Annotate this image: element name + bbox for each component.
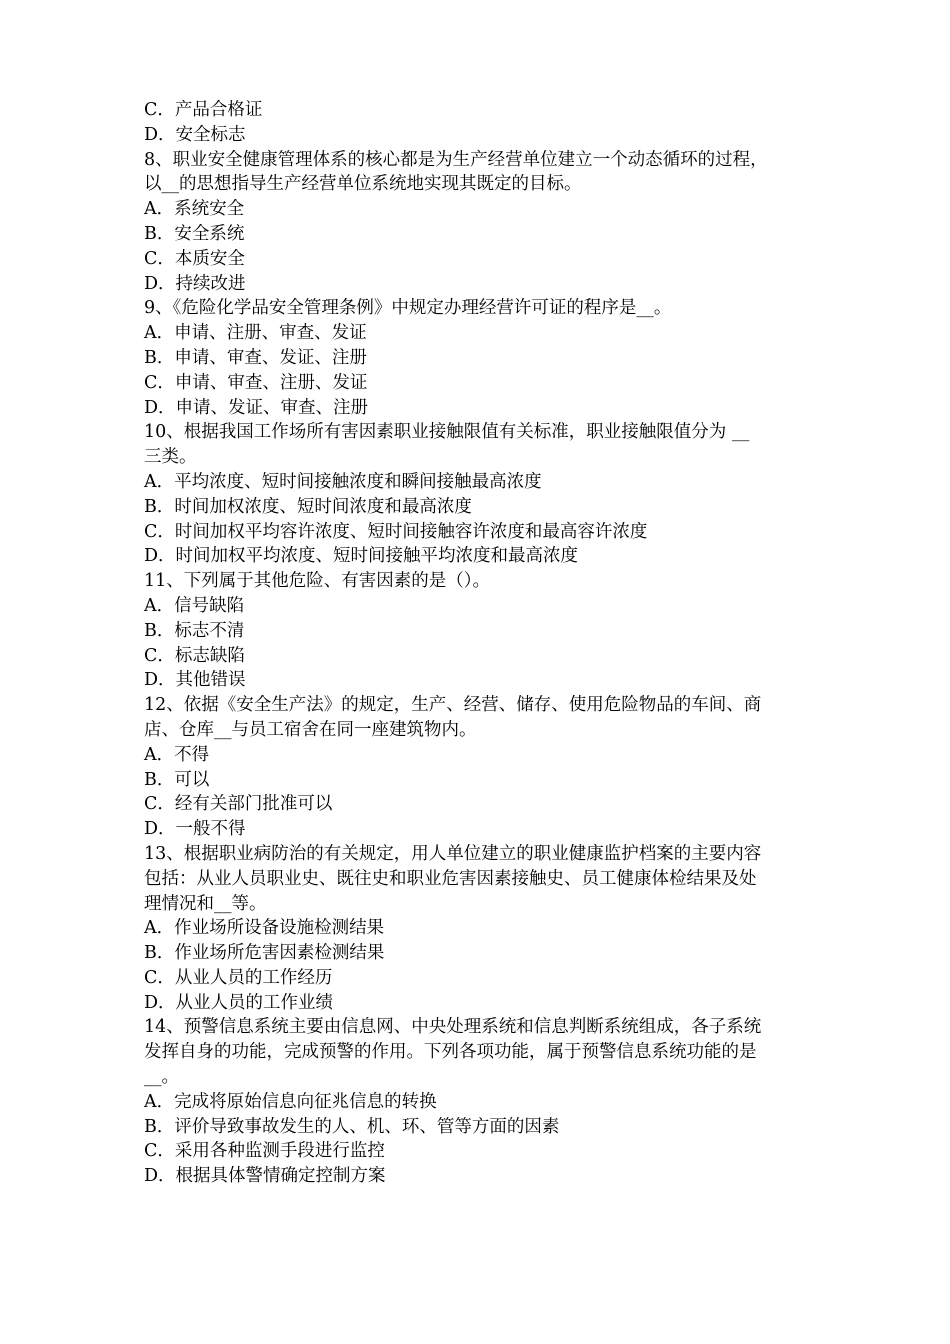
option-d: D．根据具体警情确定控制方案: [144, 1166, 386, 1187]
option-c: C．申请、审查、注册、发证: [144, 372, 368, 393]
question-text-line: 包括：从业人员职业史、既往史和职业危害因素接触史、员工健康体检结果及处: [144, 868, 757, 889]
option-a: A．系统安全: [144, 199, 245, 220]
option-a: A．完成将原始信息向征兆信息的转换: [144, 1091, 437, 1112]
option-c: C．产品合格证: [144, 100, 263, 120]
option-a: A．信号缺陷: [144, 595, 245, 616]
question-10: [144, 420, 816, 569]
question-text-line: 11、下列属于其他危险、有害因素的是（）。: [144, 571, 491, 592]
question-text-line: 理情况和__等。: [144, 893, 267, 914]
question-text-line: __。: [144, 1067, 179, 1088]
option-d: D．安全标志: [144, 124, 246, 145]
option-c: C．经有关部门批准可以: [144, 794, 333, 815]
option-c: C．本质安全: [144, 248, 245, 269]
option-a: A．作业场所设备设施检测结果: [144, 918, 385, 939]
question-text-line: 12、依据《安全生产法》的规定，生产、经营、储存、使用危险物品的车间、商: [144, 695, 762, 716]
question-text-line: 10、根据我国工作场所有害因素职业接触限值有关标准，职业接触限值分为 __: [144, 422, 750, 443]
option-c: C．从业人员的工作经历: [144, 967, 333, 988]
option-d: D．从业人员的工作业绩: [144, 992, 334, 1013]
option-b: B．可以: [144, 769, 210, 790]
question-text-line: 三类。: [144, 447, 197, 468]
option-d: D．持续改进: [144, 273, 246, 294]
option-b: B．安全系统: [144, 223, 245, 244]
option-d: D．时间加权平均浓度、短时间接触平均浓度和最高浓度: [144, 546, 579, 567]
question-12: [144, 693, 816, 842]
option-b: B．时间加权浓度、短时间浓度和最高浓度: [144, 496, 472, 517]
option-b: B．评价导致事故发生的人、机、环、管等方面的因素: [144, 1116, 560, 1137]
option-b: B．申请、审查、发证、注册: [144, 347, 367, 368]
previous-question-options: [144, 98, 816, 148]
question-11: [144, 569, 816, 693]
question-text-line: 9、《危险化学品安全管理条例》中规定办理经营许可证的程序是__。: [144, 298, 672, 319]
question-14: [144, 1015, 816, 1189]
question-9: [144, 296, 816, 420]
question-text-line: 以__的思想指导生产经营单位系统地实现其既定的目标。: [144, 174, 582, 195]
option-c: C．标志缺陷: [144, 645, 245, 666]
document-page: [144, 98, 816, 1189]
question-text-line: 8、职业安全健康管理体系的核心都是为生产经营单位建立一个动态循环的过程，: [144, 149, 768, 170]
option-d: D．其他错误: [144, 670, 246, 691]
question-text-line: 13、根据职业病防治的有关规定，用人单位建立的职业健康监护档案的主要内容: [144, 843, 762, 864]
option-d: D．申请、发证、审查、注册: [144, 397, 369, 418]
option-c: C．采用各种监测手段进行监控: [144, 1141, 385, 1162]
question-text-line: 14、预警信息系统主要由信息网、中央处理系统和信息判断系统组成，各子系统: [144, 1017, 762, 1038]
option-a: A．申请、注册、审查、发证: [144, 323, 367, 344]
option-b: B．标志不清: [144, 620, 245, 641]
question-text-line: 店、仓库__与员工宿舍在同一座建筑物内。: [144, 719, 477, 740]
question-13: [144, 842, 816, 1016]
option-b: B．作业场所危害因素检测结果: [144, 943, 385, 964]
option-a: A．平均浓度、短时间接触浓度和瞬间接触最高浓度: [144, 471, 542, 492]
option-d: D．一般不得: [144, 819, 246, 840]
option-c: C．时间加权平均容许浓度、短时间接触容许浓度和最高容许浓度: [144, 521, 648, 542]
question-text-line: 发挥自身的功能，完成预警的作用。下列各项功能，属于预警信息系统功能的是: [144, 1042, 757, 1063]
question-8: [144, 148, 816, 297]
option-a: A．不得: [144, 744, 210, 765]
